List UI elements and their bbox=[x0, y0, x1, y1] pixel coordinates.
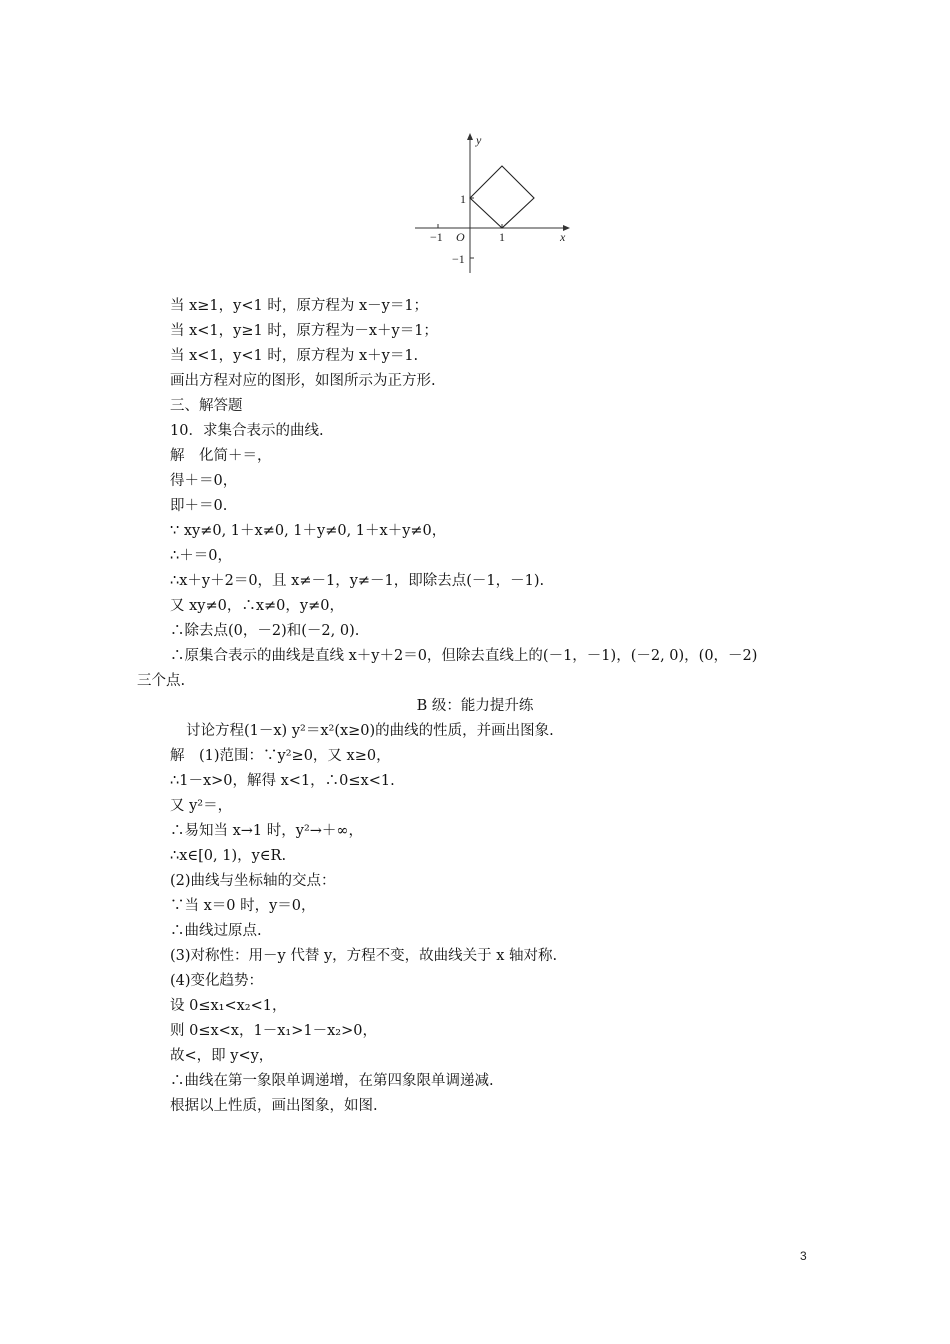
origin-label: O bbox=[456, 230, 465, 244]
text-line: ∴原集合表示的曲线是直线 x＋y＋2＝0，但除去直线上的(－1，－1)，(－2, 0)，(0，－2) bbox=[170, 648, 758, 664]
text-line: ∴1－x>0，解得 x<1，∴0≤x<1. bbox=[170, 773, 395, 789]
text-line: ∴＋＝0， bbox=[170, 548, 232, 564]
text-line: 故<，即 y<y， bbox=[170, 1048, 274, 1064]
page-number: 3 bbox=[800, 1249, 807, 1263]
text-line: ∴x∈[0, 1)，y∈R. bbox=[170, 848, 287, 864]
text-line: ∴x＋y＋2＝0，且 x≠－1，y≠－1，即除去点(－1，－1). bbox=[170, 573, 545, 589]
x-tick-pos-label: 1 bbox=[499, 230, 505, 244]
text-line: ∴曲线在第一象限单调递增，在第四象限单调递减. bbox=[170, 1073, 494, 1089]
text-line: 三个点. bbox=[137, 673, 186, 689]
text-line: 画出方程对应的图形，如图所示为正方形. bbox=[170, 373, 436, 389]
section-heading: 三、解答题 bbox=[170, 398, 243, 414]
square-graph-figure bbox=[410, 128, 580, 278]
text-line: ∵ xy≠0, 1＋x≠0, 1＋y≠0, 1＋x＋y≠0， bbox=[170, 523, 447, 539]
question-title: 讨论方程(1－x) y²＝x²(x≥0)的曲线的性质，并画出图象. bbox=[186, 723, 554, 739]
text-line: 设 0≤x₁<x₂<1， bbox=[170, 998, 287, 1014]
text-line: 又 y²＝， bbox=[170, 798, 233, 814]
axis-y-label: y bbox=[476, 133, 482, 147]
y-tick-pos-label: 1 bbox=[460, 192, 466, 206]
text-line: ∴曲线过原点. bbox=[170, 923, 262, 939]
text-line: (4)变化趋势： bbox=[170, 973, 264, 989]
x-tick-neg-label: −1 bbox=[430, 230, 443, 244]
text-line: 得＋＝0， bbox=[170, 473, 238, 489]
question-title: 10．求集合表示的曲线. bbox=[170, 423, 324, 439]
axis-x-label: x bbox=[560, 230, 566, 244]
text-line: ∴除去点(0，－2)和(－2, 0). bbox=[170, 623, 360, 639]
text-line: 根据以上性质，画出图象，如图. bbox=[170, 1098, 378, 1114]
text-line: 解 (1)范围：∵y²≥0，又 x≥0， bbox=[170, 748, 391, 764]
text-line: 解 化简＋＝， bbox=[170, 448, 272, 464]
y-tick-neg-label: −1 bbox=[452, 252, 465, 266]
square-shape bbox=[470, 166, 534, 228]
text-line: (2)曲线与坐标轴的交点： bbox=[170, 873, 336, 889]
text-line: 当 x≥1，y<1 时，原方程为 x－y＝1； bbox=[170, 298, 429, 314]
section-heading-b: B 级：能力提升练 bbox=[416, 698, 534, 714]
text-line: 当 x<1，y≥1 时，原方程为－x＋y＝1； bbox=[170, 323, 438, 339]
text-line: 当 x<1，y<1 时，原方程为 x＋y＝1. bbox=[170, 348, 419, 364]
text-line: ∴易知当 x→1 时，y²→＋∞， bbox=[170, 823, 364, 839]
y-axis-arrow-icon bbox=[467, 133, 473, 140]
text-line: (3)对称性：用－y 代替 y，方程不变，故曲线关于 x 轴对称. bbox=[170, 948, 558, 964]
text-line: 又 xy≠0，∴x≠0，y≠0， bbox=[170, 598, 344, 614]
text-line: 则 0≤x<x，1－x₁>1－x₂>0， bbox=[170, 1023, 377, 1039]
text-line: 即＋＝0. bbox=[170, 498, 228, 514]
text-line: ∵当 x＝0 时，y＝0， bbox=[170, 898, 316, 914]
